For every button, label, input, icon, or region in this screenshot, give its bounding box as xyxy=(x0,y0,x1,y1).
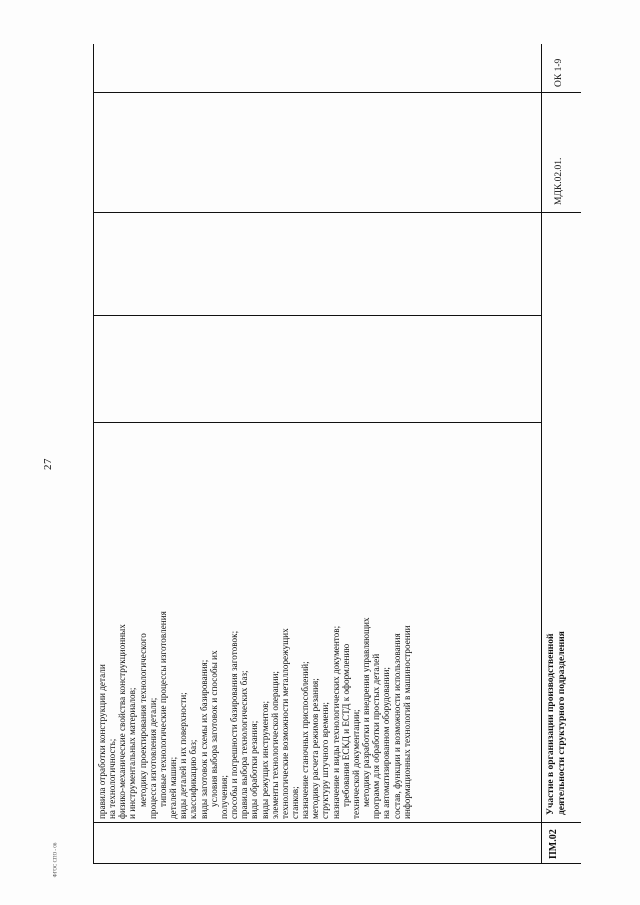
column-divider xyxy=(94,315,542,316)
knowledge-line: условия выбора заготовок и способы их xyxy=(208,650,219,807)
knowledge-line: виды заготовок и схемы их базирования; xyxy=(198,659,209,819)
knowledge-line: на автоматизированном оборудовании; xyxy=(381,667,392,819)
knowledge-line: виды режущих инструментов; xyxy=(259,700,270,819)
knowledge-line: типовые технологические процессы изготовления xyxy=(157,611,168,807)
module-title xyxy=(546,631,568,815)
knowledge-line: методику расчета режимов резания; xyxy=(310,678,321,819)
column-divider xyxy=(542,212,581,213)
knowledge-line: назначение и виды технологических документов; xyxy=(330,625,341,819)
column-divider xyxy=(94,212,542,213)
competency-table xyxy=(93,44,581,864)
knowledge-line: способы и погрешности базирования заготовок; xyxy=(229,630,240,819)
column-divider xyxy=(94,822,542,823)
knowledge-line: структуру штучного времени; xyxy=(320,702,331,819)
knowledge-line: методику разработки и внедрения управляющих xyxy=(361,617,372,807)
module-title-line: Участие в организации производственной xyxy=(546,633,556,815)
knowledge-line: требования ЕСКД и ЕСТД к оформлению xyxy=(340,643,351,807)
column-divider xyxy=(94,92,542,93)
knowledge-list xyxy=(97,423,412,819)
knowledge-line: состав, функции и возможности использования xyxy=(391,633,402,819)
knowledge-line: правила отработки конструкции детали xyxy=(97,664,107,819)
module-title-line: деятельности структурного подразделения xyxy=(557,631,567,815)
knowledge-line: программ для обработки простых деталей xyxy=(371,653,382,819)
knowledge-line: технической документации; xyxy=(350,709,361,819)
column-divider xyxy=(542,822,581,823)
knowledge-line: правила выбора технологических баз; xyxy=(239,670,250,819)
knowledge-line: деталей машин; xyxy=(168,756,179,819)
table-row-content xyxy=(93,44,542,864)
knowledge-line: элементы технологической операции; xyxy=(269,671,280,819)
knowledge-line: процесса изготовления детали; xyxy=(147,697,158,819)
page-number: 27 xyxy=(42,458,54,470)
knowledge-line: физико-механические свойства конструкционных xyxy=(117,624,128,819)
module-code: ПМ.02 xyxy=(548,829,559,859)
competency-code: ОК 1-9 xyxy=(554,58,564,87)
mdk-code: МДК.02.01. xyxy=(554,157,564,205)
knowledge-line: методику проектирования технологического xyxy=(137,633,148,807)
knowledge-line: станков; xyxy=(289,786,300,819)
knowledge-line: и инструментальных материалов; xyxy=(127,687,138,819)
rotated-table-frame xyxy=(93,44,581,864)
column-divider xyxy=(542,92,581,93)
knowledge-line: виды обработки резания; xyxy=(249,720,260,819)
knowledge-line: получения; xyxy=(218,775,229,819)
knowledge-line: технологические возможности металлорежущих xyxy=(279,628,290,819)
knowledge-line: классификацию баз; xyxy=(188,739,199,819)
table-row-module xyxy=(541,44,581,864)
knowledge-line: назначение станочных приспособлений; xyxy=(300,661,311,819)
knowledge-line: информационных технологий в машиностроении xyxy=(401,625,412,819)
footer-mark: ФГОС СПО - 06 xyxy=(53,842,59,878)
knowledge-line: виды деталей и их поверхности; xyxy=(178,692,189,819)
knowledge-line: на технологичность; xyxy=(107,738,118,819)
